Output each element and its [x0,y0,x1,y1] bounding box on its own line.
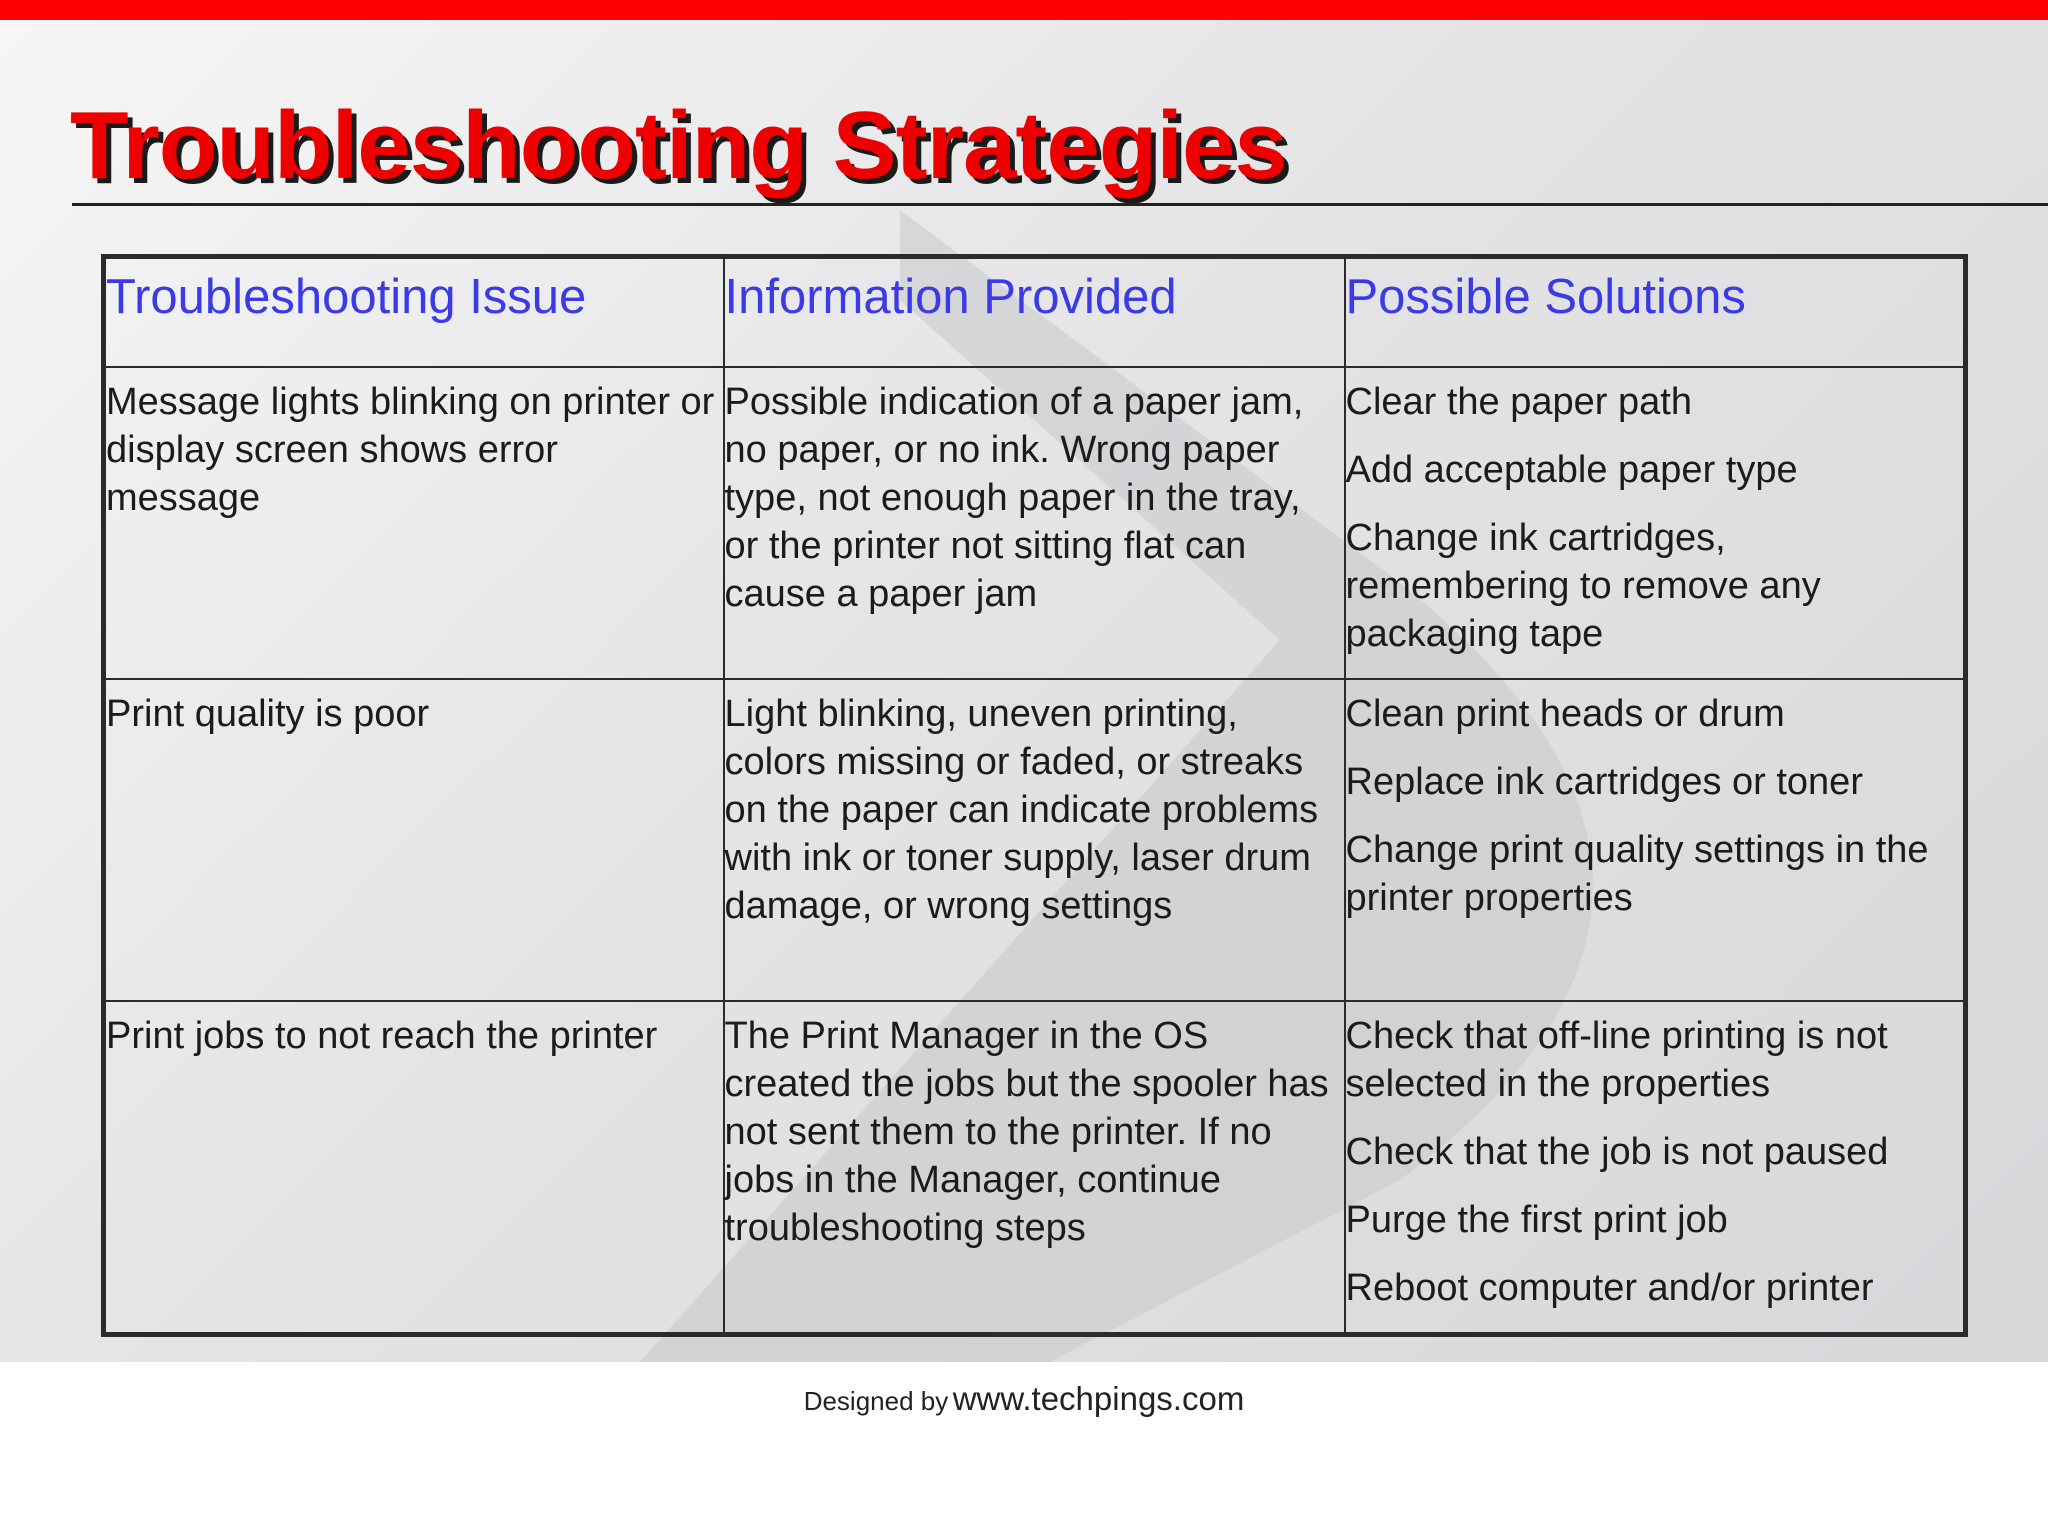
table-header-row [104,257,1966,367]
solution-item: Reboot computer and/or printer [1345,1266,1874,1309]
solution-item: Add acceptable paper type [1345,448,1798,491]
footer-site-link[interactable]: www.techpings.com [952,1380,1245,1417]
info-cell: The Print Manager in the OS created the jobs but the spooler has not sent them to the printer. If no jobs in the Manager, continue troubleshooting steps [724,1001,1345,1335]
solution-item: Change print quality settings in the printer properties [1345,828,1929,919]
title-divider [72,203,2048,206]
header-possible-solutions: Possible Solutions [1345,257,1966,367]
header-information-provided: Information Provided [724,257,1345,367]
issue-cell: Print quality is poor [104,679,724,1001]
info-cell: Possible indication of a paper jam, no paper, or no ink. Wrong paper type, not enough paper in the tray, or the printer not sitting flat can cause a paper jam [724,367,1345,679]
table-row [104,367,1966,679]
table-row [104,679,1966,1001]
solution-item: Purge the first print job [1345,1198,1728,1241]
issue-cell: Message lights blinking on printer or display screen shows error message [104,367,724,679]
header-troubleshooting-issue: Troubleshooting Issue [104,257,724,367]
solutions-cell [1345,1001,1966,1335]
issue-cell: Print jobs to not reach the printer [104,1001,724,1335]
solutions-cell [1345,679,1966,1001]
table-row [104,1001,1966,1335]
footer-credit [0,1380,2048,1418]
solutions-cell [1345,367,1966,679]
page-title: Troubleshooting Strategies [70,92,1287,199]
strategies-table [101,254,1968,1337]
solution-item: Replace ink cartridges or toner [1345,760,1863,803]
info-cell: Light blinking, uneven printing, colors missing or faded, or streaks on the paper can indicate problems with ink or toner supply, laser drum damage, or wrong settings [724,679,1345,1001]
solution-item: Check that the job is not paused [1345,1130,1889,1173]
solution-item: Change ink cartridges, remembering to remove any packaging tape [1345,516,1821,655]
footer-designed-by: Designed by [803,1386,949,1416]
solution-item: Clean print heads or drum [1345,692,1785,735]
solution-item: Check that off-line printing is not selected in the properties [1345,1014,1888,1105]
solution-item: Clear the paper path [1345,380,1692,423]
